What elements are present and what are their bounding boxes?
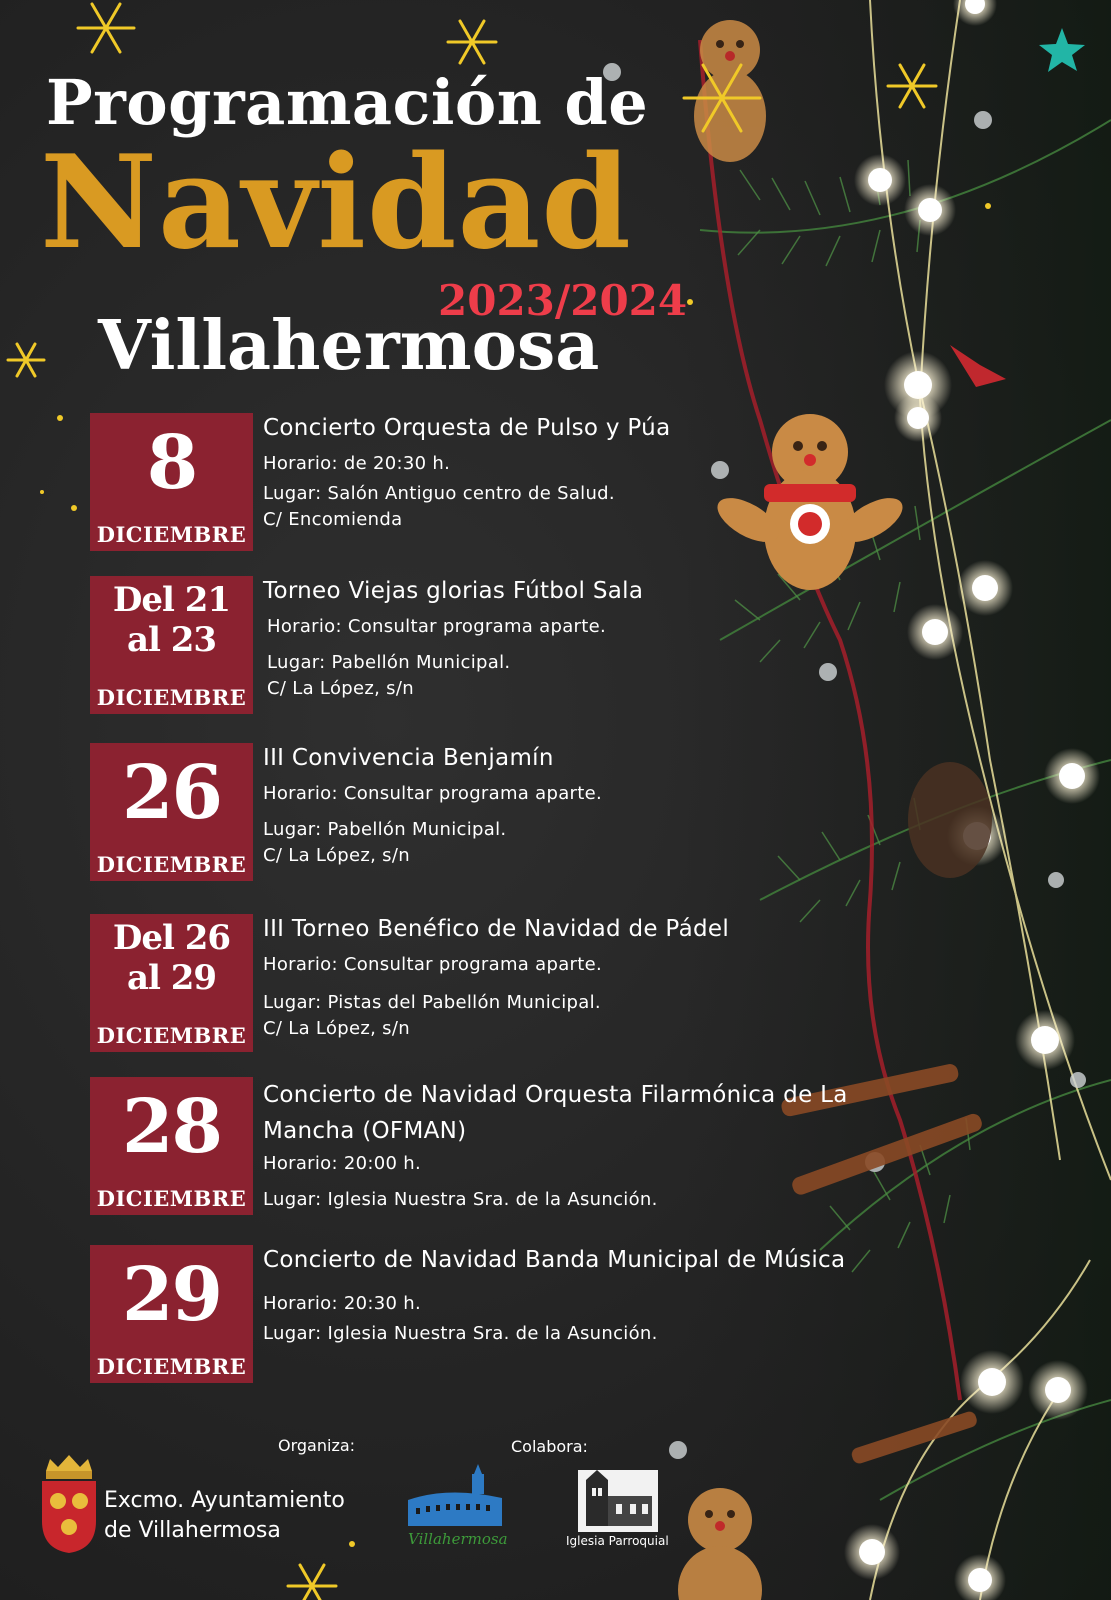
date-badge (90, 576, 253, 714)
event-address: C/ Encomienda (263, 509, 403, 530)
event-location: Lugar: Pabellón Municipal. (267, 652, 511, 673)
date-badge (90, 743, 253, 881)
event-title: Torneo Viejas glorias Fútbol Sala (263, 578, 644, 604)
iglesia-logo-text: Iglesia Parroquial (566, 1534, 669, 1548)
event-details (263, 743, 943, 871)
date-badge (90, 413, 253, 551)
event-details (263, 413, 943, 535)
event-schedule: Horario: 20:30 h. (263, 1293, 422, 1314)
village-logo-text: Villahermosa (408, 1530, 508, 1548)
event-schedule: Horario: 20:00 h. (263, 1153, 422, 1174)
date-badge (90, 1245, 253, 1383)
date-month: DICIEMBRE (96, 1023, 247, 1048)
event-title: III Torneo Benéfico de Navidad de Pádel (263, 916, 730, 942)
event-details (263, 1245, 943, 1349)
event-details (263, 1077, 923, 1215)
date-month: DICIEMBRE (96, 1186, 247, 1211)
church-logo-icon (408, 1460, 502, 1528)
coat-of-arms-icon (38, 1455, 100, 1555)
date-month: DICIEMBRE (96, 685, 247, 710)
date-range-end: al 29 (126, 958, 217, 998)
title-main: Navidad (40, 128, 632, 278)
date-month: DICIEMBRE (96, 522, 247, 547)
event-location: Lugar: Salón Antiguo centro de Salud. (263, 483, 615, 504)
date-badge (90, 1077, 253, 1215)
date-day: 26 (122, 750, 221, 836)
date-range-end: al 23 (126, 620, 217, 660)
event-item (90, 576, 930, 716)
date-range-start: Del 21 (112, 580, 231, 620)
ayuntamiento-line1: Excmo. Ayuntamiento (104, 1488, 345, 1513)
event-item (90, 743, 930, 883)
event-address: C/ La López, s/n (267, 678, 414, 699)
date-day: 8 (146, 420, 197, 506)
organiza-label: Organiza: (278, 1436, 356, 1455)
title-line1: Programación de (46, 66, 649, 139)
event-item (90, 413, 930, 553)
title-year: 2023/2024 (438, 276, 688, 325)
event-item (90, 914, 930, 1054)
ayuntamiento-line2: de Villahermosa (104, 1518, 281, 1543)
date-range-start: Del 26 (112, 918, 231, 958)
event-address: C/ La López, s/n (263, 845, 410, 866)
ayuntamiento-name (104, 1486, 345, 1546)
event-item (90, 1245, 930, 1385)
event-schedule: Horario: Consultar programa aparte. (267, 616, 606, 637)
event-title: Concierto Orquesta de Pulso y Púa (263, 415, 671, 441)
event-item (90, 1077, 930, 1217)
event-title: Concierto de Navidad Banda Municipal de Música (263, 1247, 846, 1273)
event-location: Lugar: Iglesia Nuestra Sra. de la Asunción. (263, 1323, 658, 1344)
event-location: Lugar: Pabellón Municipal. (263, 819, 507, 840)
event-schedule: Horario: Consultar programa aparte. (263, 783, 602, 804)
event-location: Lugar: Iglesia Nuestra Sra. de la Asunción. (263, 1189, 658, 1210)
iglesia-logo-icon (578, 1470, 658, 1532)
date-month: DICIEMBRE (96, 852, 247, 877)
date-badge (90, 914, 253, 1052)
event-details (263, 576, 943, 704)
event-title: III Convivencia Benjamín (263, 745, 554, 771)
date-day: 29 (122, 1252, 221, 1338)
event-location: Lugar: Pistas del Pabellón Municipal. (263, 992, 601, 1013)
event-title: Concierto de Navidad Orquesta Filarmónica de La Mancha (OFMAN) (263, 1082, 848, 1144)
date-month: DICIEMBRE (96, 1354, 247, 1379)
event-schedule: Horario: de 20:30 h. (263, 453, 451, 474)
event-schedule: Horario: Consultar programa aparte. (263, 954, 602, 975)
title-town: Villahermosa (98, 306, 600, 386)
colabora-label: Colabora: (511, 1437, 588, 1456)
date-day: 28 (122, 1084, 221, 1170)
event-address: C/ La López, s/n (263, 1018, 410, 1039)
event-details (263, 914, 943, 1044)
